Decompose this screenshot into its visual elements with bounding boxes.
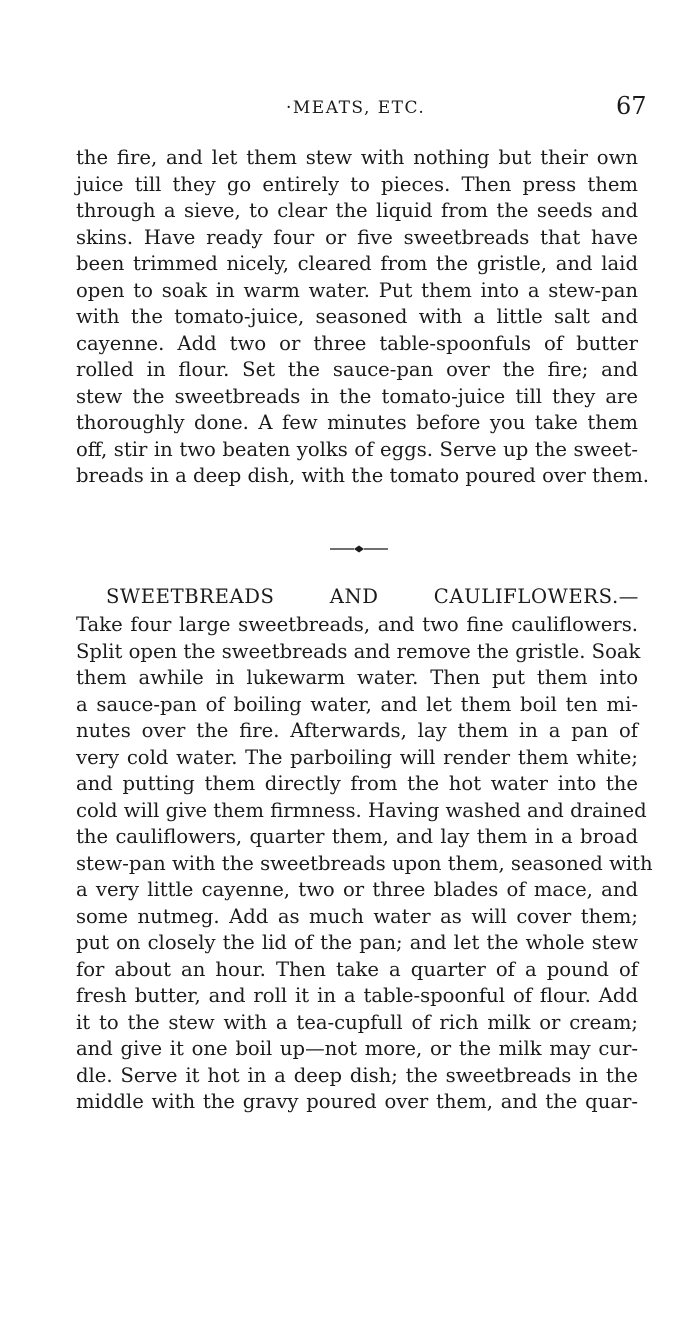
text-line: them awhile in lukewarm water. Then put them into [76, 666, 638, 689]
text-line: stew-pan with the sweetbreads upon them, seasoned with [76, 851, 653, 875]
section-divider-ornament [330, 544, 388, 554]
recipe-heading: SWEETBREADS AND CAULIFLOWERS.— [106, 585, 639, 608]
text-line: a sauce-pan of boiling water, and let them boil ten mi- [76, 692, 638, 716]
recipe-paragraph [76, 612, 653, 1116]
text-line: juice till they go entirely to pieces. Then press them [76, 172, 638, 196]
text-line: cold will give them firmness. Having washed and drained [76, 798, 647, 822]
text-line: off, stir in two beaten yolks of eggs. Serve up the sweet- [76, 437, 638, 461]
text-line: for about an hour. Then take a quarter of a pound of [76, 957, 638, 981]
text-line: and give it one boil up—not more, or the milk may cur- [76, 1037, 638, 1060]
text-line: it to the stew with a tea-cupfull of rich milk or cream; [76, 1010, 638, 1034]
text-line: and putting them directly from the hot water into the [76, 772, 638, 795]
text-line: with the tomato-juice, seasoned with a little salt and [76, 305, 638, 328]
recipe-paragraph-continued [76, 145, 650, 490]
text-line: nutes over the fire. Afterwards, lay them in a pan of [76, 719, 638, 742]
text-line: open to soak in warm water. Put them into a stew-pan [76, 278, 638, 302]
page-number: 67 [616, 92, 647, 120]
text-line: very cold water. The parboiling will render them white; [76, 745, 638, 769]
text-line: some nutmeg. Add as much water as will cover them; [76, 904, 638, 928]
text-line: a very little cayenne, two or three blades of mace, and [76, 878, 638, 901]
running-head: ·MEATS, ETC. [286, 98, 426, 118]
text-line: dle. Serve it hot in a deep dish; the sweetbreads in the [76, 1063, 638, 1087]
text-line: fresh butter, and roll it in a table-spoonful of flour. Add [76, 984, 638, 1007]
text-line: middle with the gravy poured over them, and the quar- [76, 1090, 638, 1113]
text-line: Take four large sweetbreads, and two fine cauliflowers. [76, 613, 638, 636]
text-line: Split open the sweetbreads and remove the gristle. Soak [76, 639, 641, 663]
text-line: the fire, and let them stew with nothing but their own [76, 146, 638, 169]
text-line: rolled in flour. Set the sauce-pan over the fire; and [76, 358, 638, 381]
text-line: stew the sweetbreads in the tomato-juice till they are [76, 384, 638, 408]
text-line: been trimmed nicely, cleared from the gristle, and laid [76, 252, 638, 275]
text-line: through a sieve, to clear the liquid from the seeds and [76, 199, 638, 222]
text-line: put on closely the lid of the pan; and let the whole stew [76, 931, 638, 954]
text-line: cayenne. Add two or three table-spoonfuls of butter [76, 331, 638, 355]
text-line: breads in a deep dish, with the tomato poured over them. [76, 464, 650, 487]
text-line: the cauliflowers, quarter them, and lay them in a broad [76, 825, 638, 848]
text-line: skins. Have ready four or five sweetbreads that have [76, 225, 638, 249]
page-header [0, 92, 700, 128]
text-line: thoroughly done. A few minutes before you take them [76, 411, 638, 434]
